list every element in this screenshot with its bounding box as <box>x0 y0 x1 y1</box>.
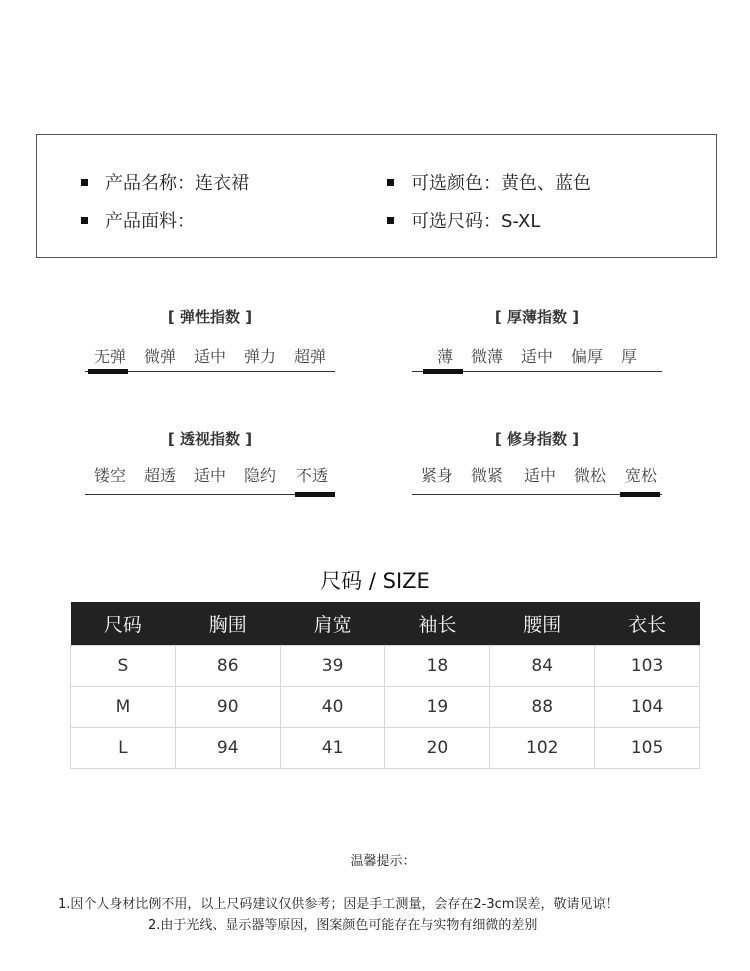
index-option: 不透 <box>295 466 328 485</box>
table-cell: 41 <box>280 728 385 769</box>
info-product-name <box>81 169 249 195</box>
bullet-icon <box>81 217 88 224</box>
tip-line: 2.由于光线、显示器等原因，图案颜色可能存在与实物有细微的差别 <box>148 918 538 933</box>
index-selected-marker <box>620 492 660 497</box>
info-colors <box>387 169 591 195</box>
table-row <box>71 687 700 728</box>
info-label: 产品面料： <box>105 211 195 232</box>
table-cell: 39 <box>280 646 385 687</box>
bullet-icon <box>387 179 394 186</box>
index-option: 超透 <box>143 466 176 485</box>
info-sizes <box>387 207 540 233</box>
table-cell: 104 <box>595 687 700 728</box>
table-cell: 88 <box>490 687 595 728</box>
index-option: 适中 <box>193 347 226 366</box>
index-selected-marker <box>88 369 128 374</box>
index-option: 微弹 <box>143 347 176 366</box>
table-header-cell: 肩宽 <box>280 602 385 646</box>
index-option: 微紧 <box>470 466 503 485</box>
table-cell: 86 <box>175 646 280 687</box>
table-header-cell: 腰围 <box>490 602 595 646</box>
index-option: 微松 <box>573 466 606 485</box>
info-value: 黄色、蓝色 <box>501 173 591 194</box>
index-option: 无弹 <box>93 347 126 366</box>
product-info-box <box>36 134 717 258</box>
bullet-icon <box>387 217 394 224</box>
index-option: 适中 <box>523 466 556 485</box>
index-title: [ 厚薄指数 ] <box>494 308 580 326</box>
index-title: [ 透视指数 ] <box>167 430 253 448</box>
table-cell: 84 <box>490 646 595 687</box>
table-cell: S <box>71 646 176 687</box>
index-option: 镂空 <box>93 466 126 485</box>
index-option: 隐约 <box>243 466 276 485</box>
index-option: 偏厚 <box>570 347 603 366</box>
table-header-cell: 胸围 <box>175 602 280 646</box>
info-fabric <box>81 207 195 233</box>
tip-line: 1.因个人身材比例不用，以上尺码建议仅供参考；因是手工测量，会存在2-3cm误差，敬请见谅！ <box>58 897 619 912</box>
bullet-icon <box>81 179 88 186</box>
info-value: 连衣裙 <box>195 173 249 194</box>
table-row <box>71 646 700 687</box>
index-option: 适中 <box>193 466 226 485</box>
index-option: 紧身 <box>420 466 453 485</box>
table-header-cell: 衣长 <box>595 602 700 646</box>
index-option: 宽松 <box>624 466 657 485</box>
table-header-row <box>71 602 700 646</box>
table-cell: L <box>71 728 176 769</box>
table-cell: 19 <box>385 687 490 728</box>
index-option: 微薄 <box>470 347 503 366</box>
table-header-cell: 袖长 <box>385 602 490 646</box>
table-cell: 102 <box>490 728 595 769</box>
table-cell: M <box>71 687 176 728</box>
table-header-cell: 尺码 <box>71 602 176 646</box>
info-label: 可选尺码： <box>411 211 501 232</box>
table-cell: 40 <box>280 687 385 728</box>
table-row <box>71 728 700 769</box>
index-title: [ 弹性指数 ] <box>167 308 253 326</box>
info-value: S-XL <box>501 211 541 232</box>
table-cell: 20 <box>385 728 490 769</box>
index-selected-marker <box>423 369 463 374</box>
index-option: 弹力 <box>243 347 276 366</box>
tips-title: 温馨提示： <box>350 854 416 869</box>
index-option: 薄 <box>436 347 453 366</box>
index-option: 超弹 <box>293 347 326 366</box>
index-option: 适中 <box>520 347 553 366</box>
index-option: 厚 <box>620 347 637 366</box>
table-cell: 90 <box>175 687 280 728</box>
info-label: 可选颜色： <box>411 173 501 194</box>
index-title: [ 修身指数 ] <box>494 430 580 448</box>
index-selected-marker <box>295 492 335 497</box>
size-chart-title: 尺码 / SIZE <box>320 569 430 593</box>
info-label: 产品名称： <box>105 173 195 194</box>
table-cell: 18 <box>385 646 490 687</box>
size-table <box>70 602 700 769</box>
table-cell: 103 <box>595 646 700 687</box>
table-cell: 105 <box>595 728 700 769</box>
table-cell: 94 <box>175 728 280 769</box>
